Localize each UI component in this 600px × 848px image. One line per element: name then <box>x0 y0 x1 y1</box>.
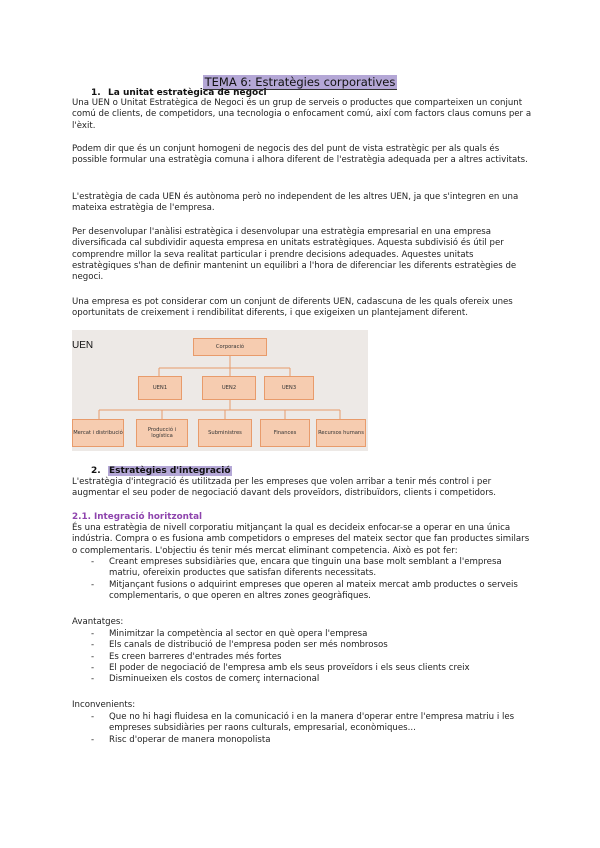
methods-list <box>72 557 534 602</box>
org-node-unit: UEN1 <box>138 376 182 400</box>
section-2-heading <box>91 465 232 477</box>
section-1-number: 1. <box>91 88 101 98</box>
disadvantages-list <box>72 712 534 746</box>
advantages-label: Avantatges: <box>72 617 124 627</box>
subsection-2-1-heading: 2.1. Integració horitzontal <box>72 512 203 522</box>
section-2-number: 2. <box>91 466 101 476</box>
org-node-area: Mercat i distribució <box>72 419 124 447</box>
paragraph: Podem dir que és un conjunt homogeni de negocis des del punt de vista estratègic per als quals és possible formular una estratègia comuna i alhora diferent de l'estratègia adequada per a altres activitats. <box>72 144 528 166</box>
org-node-area: Subministres <box>198 419 252 447</box>
diagram-label: UEN <box>72 340 94 351</box>
page-title: TEMA 6: Estratègies corporatives <box>204 75 396 89</box>
paragraph: L'estratègia de cada UEN és autònoma però no independent de les altres UEN, ja que s'integren en una mateixa estratègia de l'empresa. <box>72 192 519 214</box>
section-2-title: Estratègies d'integració <box>109 466 231 476</box>
list-item: - Risc d'operar de manera monopolista <box>72 735 534 746</box>
list-item: - Disminueixen els costos de comerç internacional <box>72 674 534 685</box>
org-node-root: Corporació <box>193 338 267 356</box>
list-item: - Minimitzar la competència al sector en què opera l'empresa <box>72 629 534 640</box>
paragraph: És una estratègia de nivell corporatiu mitjançant la qual es decideix enfocar-se a operar en una única indústria. Compra o es fusiona amb competidors o empreses del mateix sector que fan productes similars o complementaris. L'objectiu és tenir més mercat eliminant competencia. Això es pot fer: <box>72 523 530 556</box>
list-item: - Els canals de distribució de l'empresa poden ser més nombrosos <box>72 640 534 651</box>
uen-org-chart <box>72 330 368 451</box>
title-container <box>0 71 600 90</box>
section-1-title: La unitat estratègica de negoci <box>108 88 267 98</box>
list-item: - Creant empreses subsidiàries que, encara que tinguin una base molt semblant a l'empresa matriu, ofereixin productes que satisfan diferents necessitats. <box>72 557 534 580</box>
list-item: - El poder de negociació de l'empresa amb els seus proveïdors i els seus clients creix <box>72 663 534 674</box>
paragraph: L'estratègia d'integració és utilitzada per les empreses que volen arribar a tenir més control i per augmentar el seu poder de negociació davant dels proveïdors, distribuïdors, clients i competidors. <box>72 477 496 499</box>
org-node-area: Recursos humans <box>316 419 366 447</box>
org-node-area: Producció i logística <box>136 419 188 447</box>
list-item: - Mitjançant fusions o adquirint empreses que operen al mateix mercat amb productes o serveis complementaris, o que operen en altres zones geogràfiques. <box>72 580 534 603</box>
list-item: - Que no hi hagi fluidesa en la comunicació i en la manera d'operar entre l'empresa matriu i les empreses subsidiàries per raons culturals, empresarial, econòmiques... <box>72 712 534 735</box>
org-node-unit: UEN3 <box>264 376 314 400</box>
advantages-list <box>72 629 534 685</box>
paragraph: Per desenvolupar l'anàlisi estratègica i desenvolupar una estratègia empresarial en una empresa diversificada cal subdividir aquesta empresa en unitats estratègiques. Aquesta subdivisió és útil per comprendre millor la seva realitat particular i prendre decisions adequades. Aquestes unitats estratègiques s'han de definir mantenint un equilibri a l'hora de diferenciar les diferents estratègies de negoci. <box>72 227 517 283</box>
org-node-area: Finances <box>260 419 310 447</box>
paragraph: Una empresa es pot considerar com un conjunt de diferents UEN, cadascuna de les quals ofereix unes oportunitats de creixement i rendibilitat diferents, i que exigeixen un plantejament diferent. <box>72 297 513 319</box>
disadvantages-label: Inconvenients: <box>72 700 136 710</box>
list-item: - Es creen barreres d'entrades més fortes <box>72 652 534 663</box>
paragraph: Una UEN o Unitat Estratègica de Negoci és un grup de serveis o productes que comparteixen un conjunt comú de clients, de competidors, una tecnologia o enfocament comú, així com factors claus comuns per a l'èxit. <box>72 98 532 131</box>
org-node-unit: UEN2 <box>202 376 256 400</box>
